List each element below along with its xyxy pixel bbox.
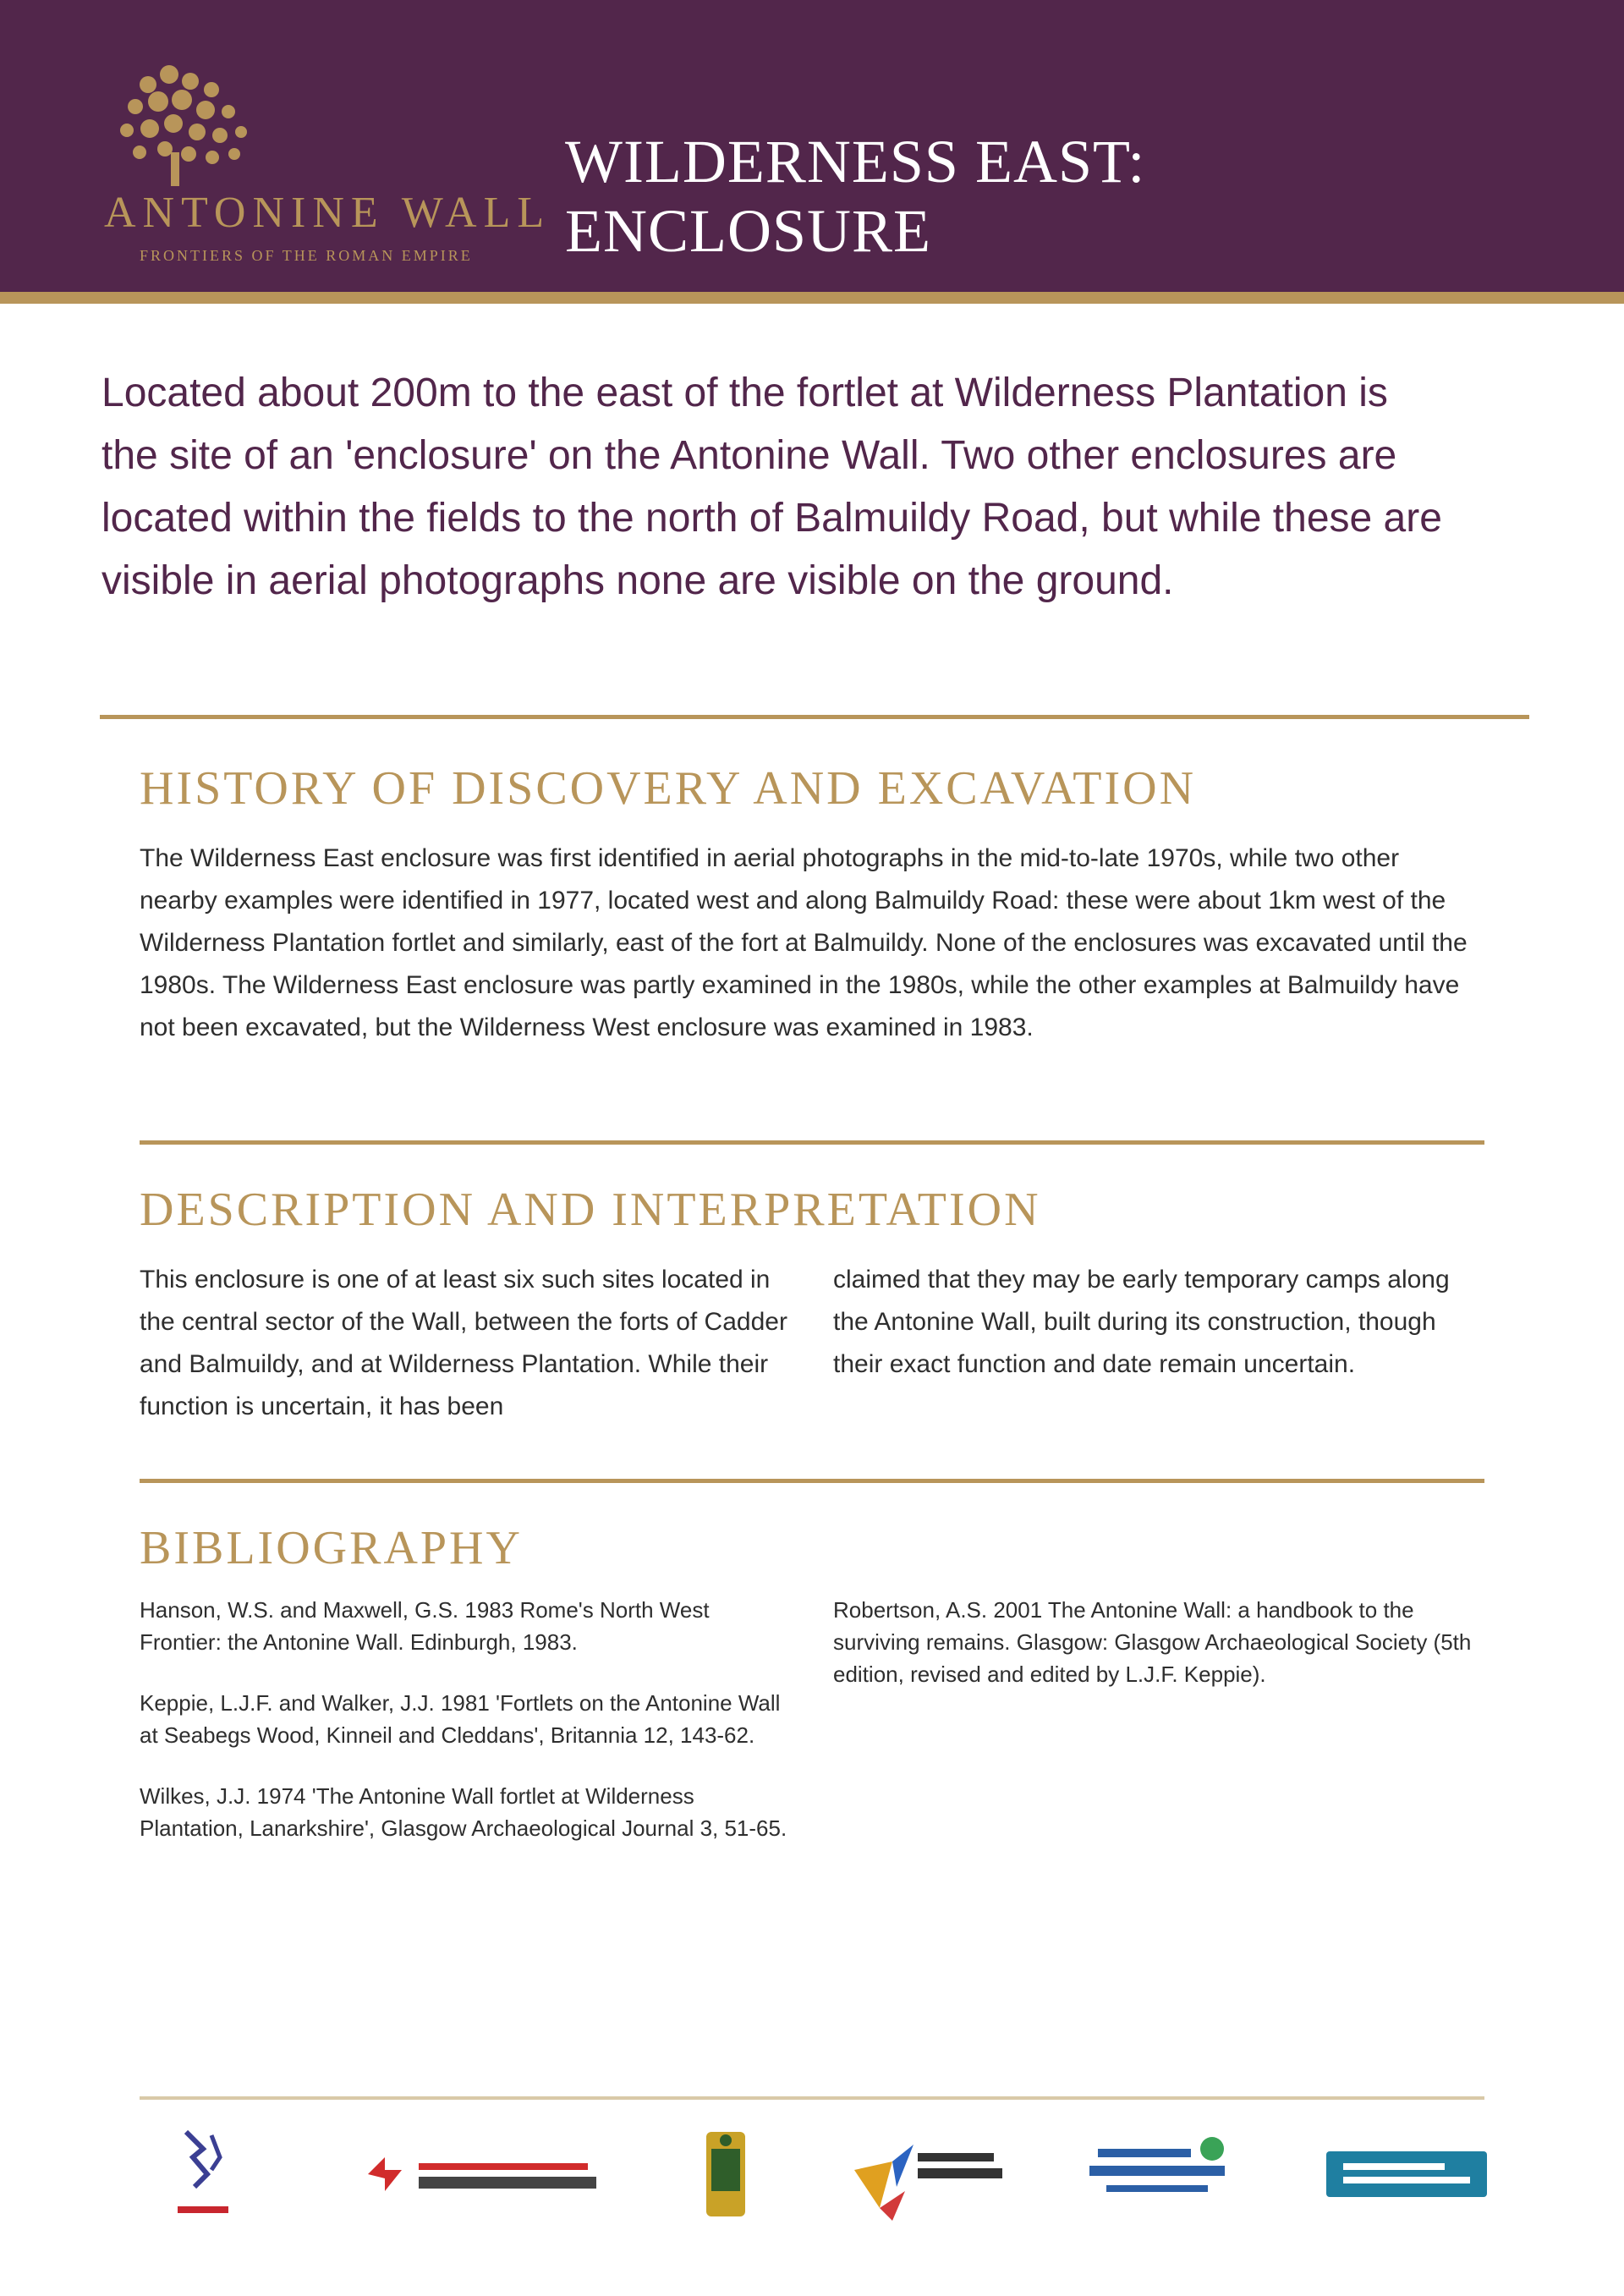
bibliography-list-right <box>833 1594 1484 1719</box>
partner-hes-logo[interactable] <box>165 2119 241 2229</box>
footer-divider <box>140 2096 1484 2100</box>
divider <box>140 1479 1484 1483</box>
description-body-right: claimed that they may be early temporary camps along the Antonine Wall, built during its construction, though their exact function and date remain uncertain. <box>833 1266 1450 1378</box>
logo-wordmark: ANTONINE WALL <box>104 189 551 237</box>
hes-logo-icon <box>169 2123 237 2225</box>
section-heading-bibliography: BIBLIOGRAPHY <box>140 1522 523 1574</box>
partner-west-dunbartonshire-logo[interactable] <box>1326 2119 1487 2229</box>
antonine-wall-logo[interactable] <box>89 51 551 271</box>
falkirk-logo-icon <box>846 2128 1007 2221</box>
header-gold-rule <box>0 292 1624 304</box>
divider <box>100 715 1529 719</box>
logo-tagline: FRONTIERS OF THE ROMAN EMPIRE <box>140 247 473 264</box>
partner-falkirk-logo[interactable] <box>846 2119 1007 2229</box>
west-dunbartonshire-logo-icon <box>1326 2145 1487 2204</box>
north-lanarkshire-logo-icon <box>359 2145 605 2204</box>
east-dunbartonshire-crest-icon <box>696 2123 755 2225</box>
bibliography-entry: Hanson, W.S. and Maxwell, G.S. 1983 Rome's North West Frontier: the Antonine Wall. Edinburgh, 1983. <box>140 1597 710 1655</box>
partner-north-lanarkshire-logo[interactable] <box>359 2119 605 2229</box>
description-body-left: This enclosure is one of at least six such sites located in the central sector of the Wall, between the forts of Cadder and Balmuildy, and at Wilderness Plantation. While their function is uncertain, it has been <box>140 1266 787 1420</box>
partner-east-dunbartonshire-crest[interactable] <box>692 2119 760 2229</box>
section-heading-description: DESCRIPTION AND INTERPRETATION <box>140 1184 1041 1236</box>
bibliography-entry: Robertson, A.S. 2001 The Antonine Wall: a handbook to the surviving remains. Glasgow: Glasgow Archaeological Society (5th edition, revised and edited by L.J.F. Keppie). <box>833 1597 1472 1687</box>
history-body: The Wilderness East enclosure was first identified in aerial photographs in the mid-to-late 1970s, while two other nearby examples were identified in 1977, located west and along Balmuildy Road: these were about 1km west of the Wilderness Plantation fortlet and similarly, east of the fort at Balmuildy. None of the enclosures was excavated until the 1980s. The Wilderness East enclosure was partly examined in the 1980s, while the other examples at Balmuildy have not been excavated, but the Wilderness West enclosure was examined in 1983. <box>140 844 1468 1041</box>
bibliography-entry: Wilkes, J.J. 1974 'The Antonine Wall fortlet at Wilderness Plantation, Lanarkshire', Glasgow Archaeological Journal 3, 51-65. <box>140 1783 787 1841</box>
glasgow-logo-icon <box>1081 2128 1242 2221</box>
bibliography-entry: Keppie, L.J.F. and Walker, J.J. 1981 'Fortlets on the Antonine Wall at Seabegs Wood, Kinneil and Cleddans', Britannia 12, 143-62. <box>140 1690 781 1748</box>
bibliography-list-left <box>140 1594 791 1873</box>
intro-paragraph: Located about 200m to the east of the fortlet at Wilderness Plantation is the site of an 'enclosure' on the Antonine Wall. Two other enclosures are located within the fields to the north of Balmuildy Road, but while these are visible in aerial photographs none are visible on the ground. <box>102 371 1442 603</box>
divider <box>140 1140 1484 1145</box>
header-band <box>0 0 1624 292</box>
partner-glasgow-logo[interactable] <box>1081 2119 1242 2229</box>
page-title: WILDERNESS EAST: ENCLOSURE <box>565 128 1146 265</box>
section-heading-history: HISTORY OF DISCOVERY AND EXCAVATION <box>140 762 1197 815</box>
